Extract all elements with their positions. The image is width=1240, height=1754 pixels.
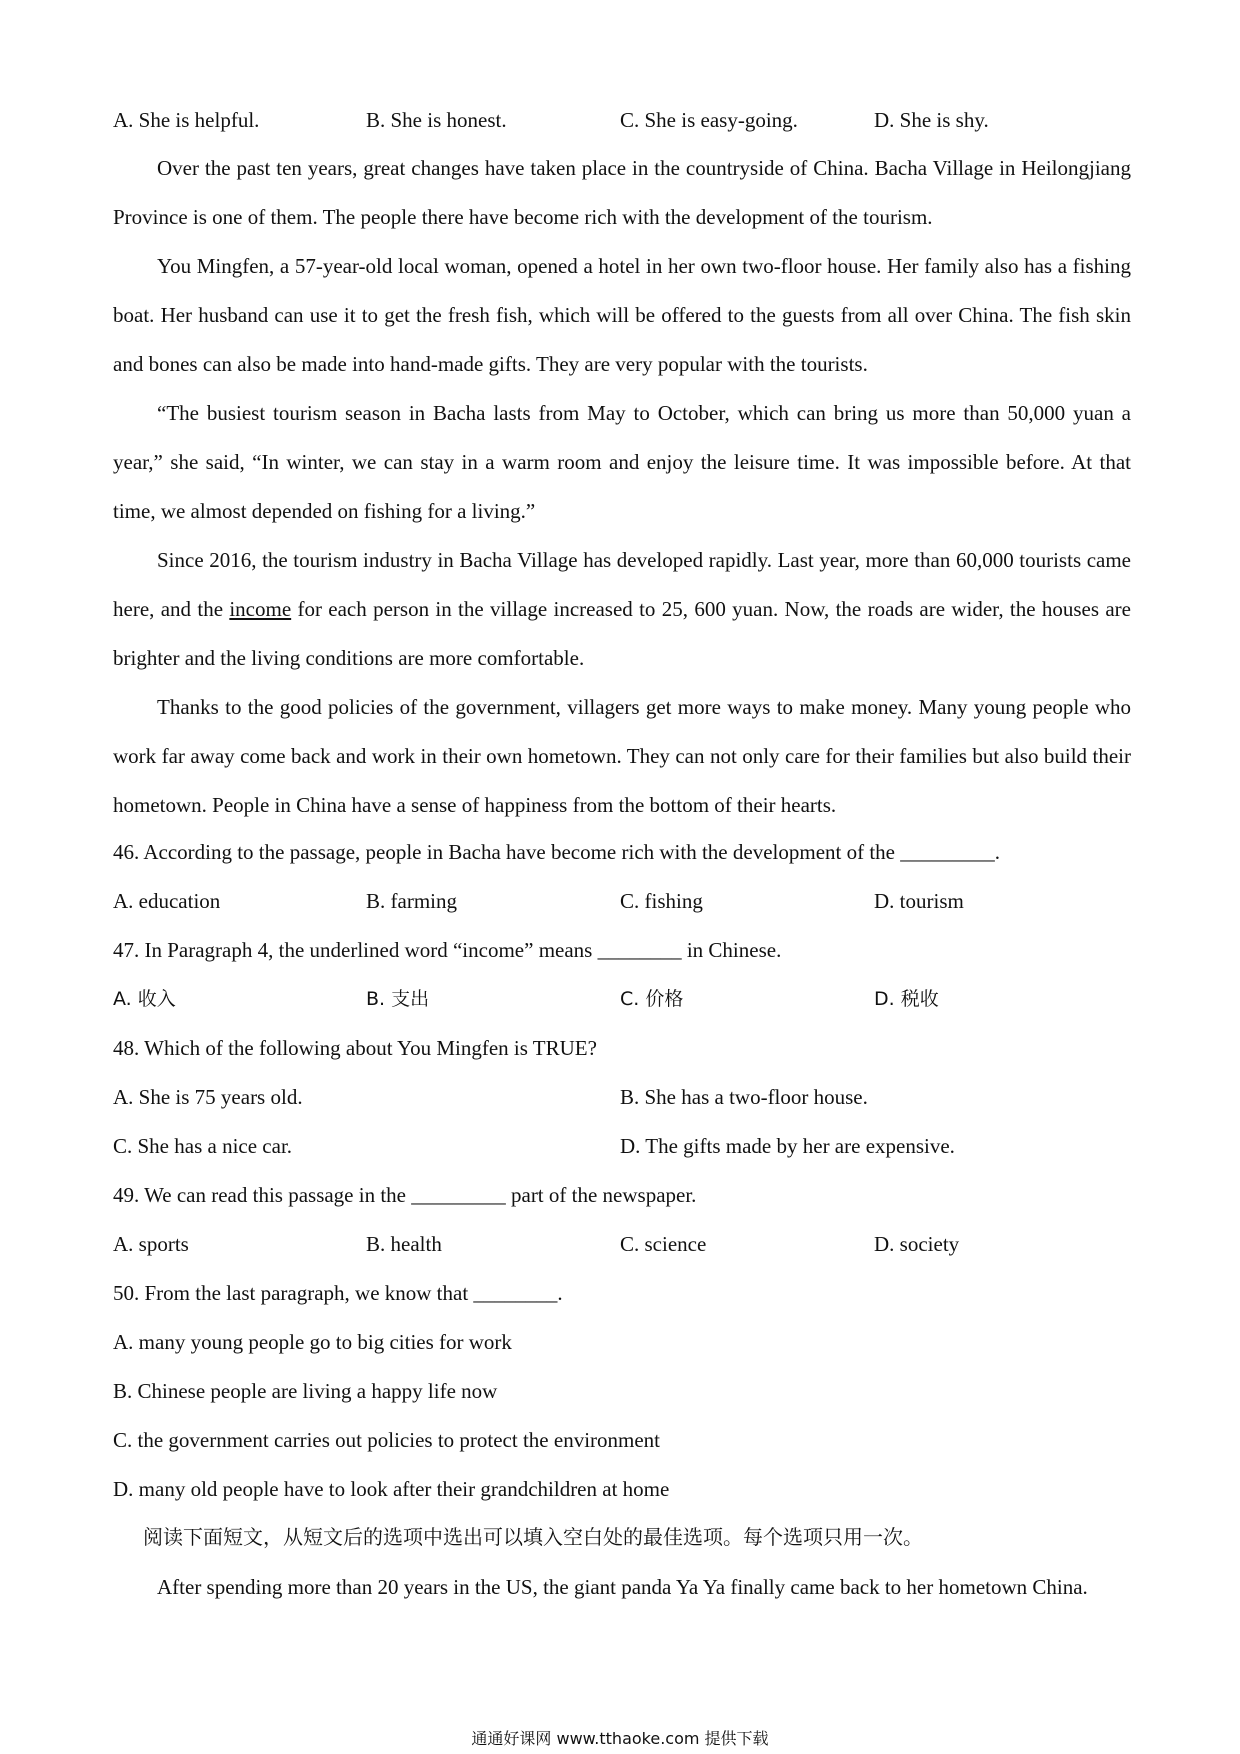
passage-paragraph-2: You Mingfen, a 57-year-old local woman, opened a hotel in her own two-floor house. Her family also has a fishing boat. Her husband can use it to get the fresh fish, which will be offered to the guests from all over China. The fish skin and bones can also be made into hand-made gifts. They are very popular with the tourists. [113, 254, 1131, 376]
q47-option-b: B. 支出 [366, 988, 430, 1010]
q50-option-d: D. many old people have to look after their grandchildren at home [113, 1477, 670, 1501]
passage-paragraph-1: Over the past ten years, great changes have taken place in the countryside of China. Bacha Village in Heilongjiang Province is one of them. The people there have become rich with the development of the tourism. [113, 156, 1131, 229]
q50-option-b: B. Chinese people are living a happy life now [113, 1379, 498, 1403]
passage-paragraph-4 [113, 536, 1131, 683]
q48-option-c: C. She has a nice car. [113, 1134, 293, 1158]
q47-option-c: C. 价格 [620, 988, 684, 1010]
q47-option-a: A. 收入 [113, 988, 176, 1010]
q49-stem: 49. We can read this passage in the _________ part of the newspaper. [113, 1183, 697, 1207]
q45-option-b: B. She is honest. [366, 108, 507, 132]
q48-stem: 48. Which of the following about You Mingfen is TRUE? [113, 1036, 597, 1060]
q48-option-d: D. The gifts made by her are expensive. [620, 1134, 955, 1158]
paragraph-4-text-before: Since 2016, the tourism industry in Bacha Village has developed rapidly. Last year, more than 60,000 tourists came here, and the [113, 548, 1131, 621]
q49-option-d: D. society [874, 1232, 960, 1256]
q50-option-a: A. many young people go to big cities for work [113, 1330, 512, 1354]
q46-option-b: B. farming [366, 889, 457, 913]
q47-option-d: D. 税收 [874, 988, 939, 1010]
passage-paragraph-5: Thanks to the good policies of the government, villagers get more ways to make money. Many young people who work far away come back and work in their own hometown. They can not only care for their families but also build their hometown. People in China have a sense of happiness from the bottom of their hearts. [113, 695, 1131, 817]
page-footer: 通通好课网 www.tthaoke.com 提供下载 [471, 1729, 769, 1748]
q50-option-c: C. the government carries out policies to protect the environment [113, 1428, 661, 1452]
passage-paragraph-3: “The busiest tourism season in Bacha lasts from May to October, which can bring us more than 50,000 yuan a year,” she said, “In winter, we can stay in a warm room and enjoy the leisure time. It was impossible before. At that time, we almost depended on fishing for a living.” [113, 401, 1131, 523]
next-passage-first-line: After spending more than 20 years in the US, the giant panda Ya Ya finally came back to her hometown China. [157, 1575, 1088, 1599]
q49-option-c: C. science [620, 1232, 707, 1256]
q45-option-d: D. She is shy. [874, 108, 989, 132]
underlined-word-income: income [229, 597, 292, 621]
q49-option-a: A. sports [113, 1232, 189, 1256]
section-instruction: 阅读下面短文，从短文后的选项中选出可以填入空白处的最佳选项。每个选项只用一次。 [143, 1525, 923, 1549]
q46-option-d: D. tourism [874, 889, 964, 913]
q47-stem: 47. In Paragraph 4, the underlined word “income” means ________ in Chinese. [113, 938, 782, 962]
q49-option-b: B. health [366, 1232, 442, 1256]
q48-option-a: A. She is 75 years old. [113, 1085, 303, 1109]
paragraph-4-text-after: for each person in the village increased to 25, 600 yuan. Now, the roads are wider, the houses are brighter and the living conditions are more comfortable. [113, 597, 1131, 670]
q45-option-c: C. She is easy-going. [620, 108, 798, 132]
q46-option-a: A. education [113, 889, 221, 913]
q48-option-b: B. She has a two-floor house. [620, 1085, 868, 1109]
q46-stem: 46. According to the passage, people in Bacha have become rich with the development of the _________. [113, 840, 1000, 864]
q45-option-a: A. She is helpful. [113, 108, 260, 132]
q46-option-c: C. fishing [620, 889, 703, 913]
q50-stem: 50. From the last paragraph, we know that ________. [113, 1281, 563, 1305]
